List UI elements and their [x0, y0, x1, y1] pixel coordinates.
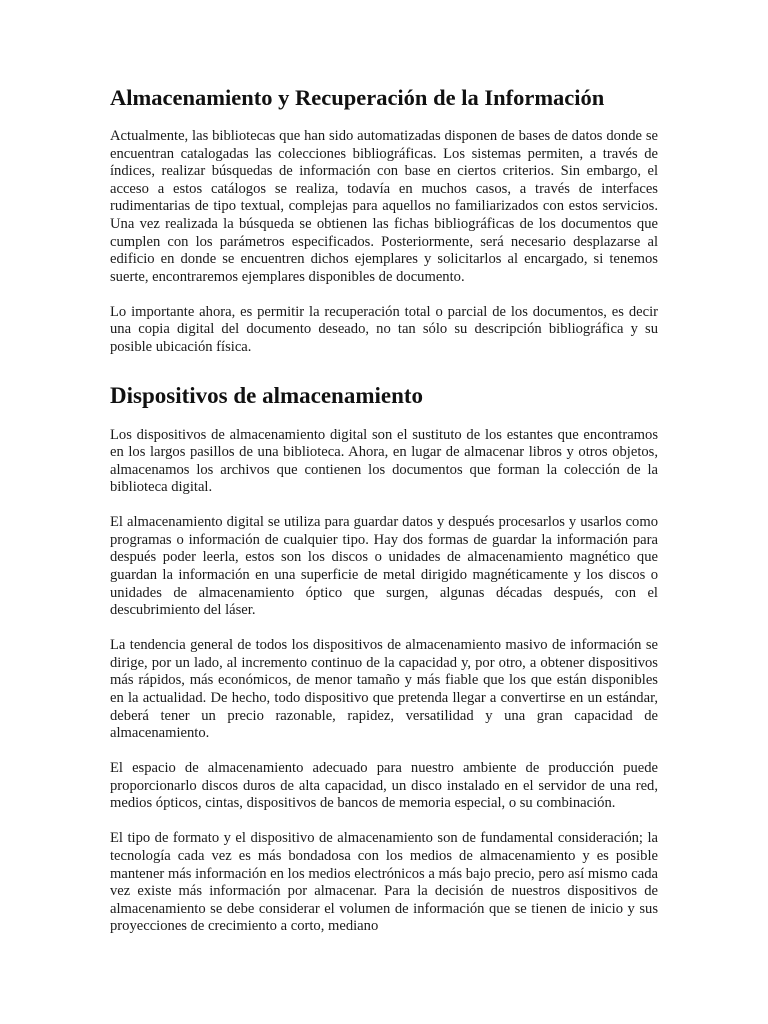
paragraph-tendencia-general: La tendencia general de todos los dispositivos de almacenamiento masivo de información se dirige, por un lado, al incremento continuo de la capacidad y, por otro, a obtener dispositivos más rápidos, más económicos, de menor tamaño y más fiable que los que están disponibles en la actualidad. De hecho, todo dispositivo que pretenda llegar a convertirse en un estándar, deberá tener un precio razonable, rapidez, versatilidad y una gran capacidad de almacenamiento.	[110, 637, 658, 742]
section-heading-dispositivos: Dispositivos de almacenamiento	[110, 382, 424, 408]
paragraph-almacenamiento-digital: El almacenamiento digital se utiliza para guardar datos y después procesarlos y usarlos como programas o información de cualquier tipo. Hay dos formas de guardar la información para después poder leerla, estos son los discos o unidades de almacenamiento magnético que guardan la información en una superficie de metal dirigido magnéticamente y los discos o unidades de almacenamiento óptico que surgen, algunas décadas después, con el descubrimiento del láser.	[110, 514, 658, 619]
paragraph-bibliotecas-automatizadas: Actualmente, las bibliotecas que han sido automatizadas disponen de bases de datos donde se encuentran catalogadas las colecciones bibliográficas. Los sistemas permiten, a través de índices, realizar búsquedas de información con base en ciertos criterios. Sin embargo, el acceso a estos catálogos se realiza, todavía en muchos casos, a través de interfaces rudimentarias de tipo textual, complejas para aquellos no familiarizados con estos servicios. Una vez realizada la búsqueda se obtienen las fichas bibliográficas de los documentos que cumplen con los parámetros especificados. Posteriormente, será necesario desplazarse al edificio en donde se encuentren dichos ejemplares y solicitarlos al encargado, si tenemos suerte, encontraremos ejemplares disponibles de documento.	[110, 128, 658, 285]
section-heading-almacenamiento-recuperacion: Almacenamiento y Recuperación de la Información	[110, 85, 605, 110]
paragraph-recuperacion-total: Lo importante ahora, es permitir la recuperación total o parcial de los documentos, es decir una copia digital del documento deseado, no tan sólo su descripción bibliográfica y su posible ubicación física.	[110, 303, 658, 355]
paragraph-tipo-formato: El tipo de formato y el dispositivo de almacenamiento son de fundamental consideración; la tecnología cada vez es más bondadosa con los medios de almacenamiento y es posible mantener más información en los medios electrónicos a más bajo precio, pero así mismo cada vez existe más información por almacenar. Para la decisión de nuestros dispositivos de almacenamiento se debe considerar el volumen de información que se tienen de inicio y sus proyecciones de crecimiento a corto, mediano	[110, 830, 658, 935]
paragraph-sustituto-estantes: Los dispositivos de almacenamiento digital son el sustituto de los estantes que encontramos en los largos pasillos de una biblioteca. Ahora, en lugar de almacenar libros y otros objetos, almacenamos los archivos que contienen los documentos que forman la colección de la biblioteca digital.	[110, 426, 658, 496]
paragraph-espacio-almacenamiento: El espacio de almacenamiento adecuado para nuestro ambiente de producción puede proporcionarlo discos duros de alta capacidad, un disco instalado en el servidor de una red, medios ópticos, cintas, dispositivos de bancos de memoria especial, o su combinación.	[110, 760, 658, 812]
